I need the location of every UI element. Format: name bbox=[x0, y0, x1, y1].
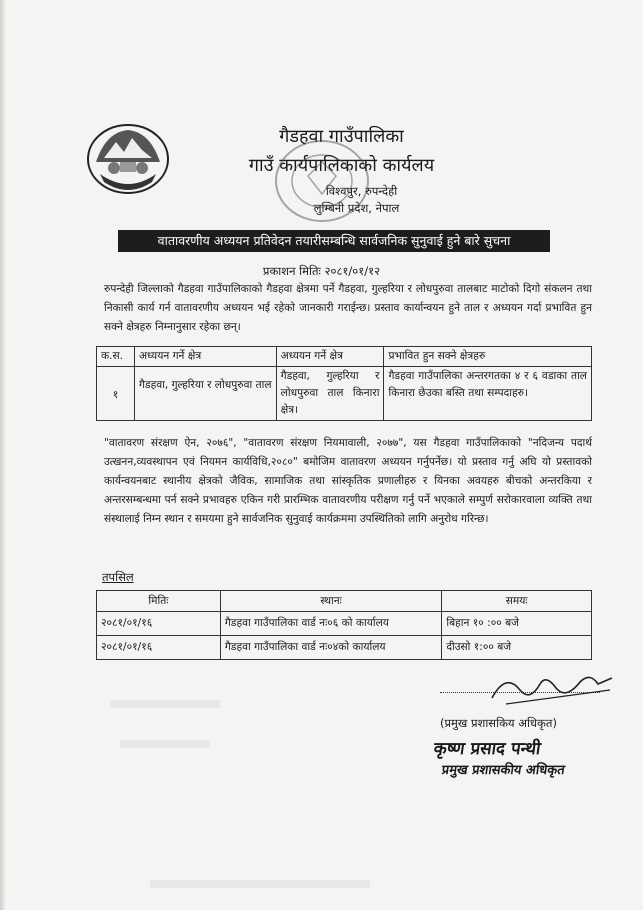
cell-date: २०८१/०१/१६ bbox=[97, 612, 221, 636]
table-row bbox=[97, 636, 592, 660]
details-heading: तपसिल bbox=[102, 570, 134, 584]
notice-title-bar: वातावरणीय अध्ययन प्रतिवेदन तयारीसम्बन्धि सार्वजनिक सुनुवाई हुने बारे सुचना bbox=[118, 230, 550, 252]
col-header-place: स्थानः bbox=[220, 591, 442, 612]
signatory-title: (प्रमुख प्रशासकिय अधिकृत) bbox=[440, 716, 557, 730]
office-location: विश्वपुर, रुपन्देही bbox=[325, 184, 398, 198]
legal-paragraph: "वातावरण संरक्षण ऐन, २०७६", "वातावरण संरक्षण नियमावाली, २०७७", यस गैडहवा गाउँपालिकाको "नदिजन्य पदार्थ उत्खनन,व्यवस्थापन एवं नियमन कार्यविधि,२०८०" बमोजिम वातावरण अध्ययन गर्नुपर्नेछ। यो प्रस्ताव गर्नु अघि यो प्रस्तावको कार्यन्वयनबाट स्थानीय क्षेत्रको जैविक, सामाजिक तथा सांस्कृतिक प्रणालीहरु र यिनका अवयहरु बीचको अन्तरकिया र अन्तरसम्बन्धमा पर्न सक्ने प्रभावहरु एकिन गरी प्रारम्भिक वातावरणीय परीक्षण गर्नु पर्ने भएकाले सम्पुर्ण सरोकारवाला व्यक्ति तथा संस्थालाई निम्न स्थान र समयमा हुने सार्वजनिक सुनुवाई कार्यक्रममा उपस्थितिको लागि अनुरोध गरिन्छ। bbox=[104, 437, 592, 525]
handwritten-signature-icon bbox=[486, 668, 616, 708]
signatory-name: कृष्ण प्रसाद पन्थी bbox=[432, 739, 542, 759]
cell-time: दीउसो १:०० बजे bbox=[442, 636, 592, 660]
bleed-through-mark bbox=[150, 880, 370, 888]
col-header-study-area: अध्ययन गर्ने क्षेत्र bbox=[134, 347, 276, 367]
col-header-sn: क.स. bbox=[97, 347, 135, 367]
cell-time: बिहान १० :०० बजे bbox=[442, 612, 592, 636]
cell-sn: १ bbox=[97, 367, 135, 421]
cell-area2: गैडहवा, गुल्हरिया र लोधपुरुवा ताल किनारा क्षेत्र। bbox=[276, 367, 384, 421]
cell-date: २०८१/०१/१६ bbox=[97, 636, 221, 660]
hearing-schedule-table bbox=[96, 590, 592, 660]
signatory-role: प्रमुख प्रशासकीय अधिकृत bbox=[440, 763, 566, 778]
col-header-date: मितिः bbox=[97, 591, 221, 612]
study-area-table bbox=[96, 346, 592, 421]
table-header-row bbox=[97, 347, 592, 367]
office-province: लुम्बिनी प्रदेश, नेपाल bbox=[313, 201, 400, 215]
bleed-through-mark bbox=[110, 700, 220, 708]
col-header-affected-areas: प्रभावित हुन सक्ने क्षेत्रहरु bbox=[384, 347, 592, 367]
cell-place: गैडहवा गाउँपालिका वार्ड नः०४को कार्यालय bbox=[220, 636, 442, 660]
municipality-name: गैडहवा गाउँपालिका bbox=[279, 126, 404, 147]
cell-area1: गैडहवा, गुल्हरिया र लोधपुरुवा ताल bbox=[134, 367, 276, 421]
office-name: गाउँ कार्यपालिकाको कार्यलय bbox=[248, 155, 435, 176]
col-header-time: समयः bbox=[442, 591, 592, 612]
table-header-row bbox=[97, 591, 592, 612]
office-stamp-icon bbox=[272, 136, 372, 226]
bleed-through-mark bbox=[120, 740, 210, 748]
intro-paragraph: रुपन्देही जिल्लाको गैडहवा गाउँपालिकाको गैडहवा क्षेत्रमा पर्ने गैडहवा, गुल्हरिया र लोधपुरुवा तालबाट माटोको दिगो संकलन तथा निकासी कार्य गर्न वातावरणीय अध्ययन भई रहेको जानकारी गराईन्छ। प्रस्ताव कार्यान्वयन हुने ताल र अध्ययन गर्दा प्रभावित हुन सक्ने क्षेत्रहरु निम्नानुसार रहेका छन्। bbox=[104, 283, 592, 333]
cell-affected: गैडहवा गाउँपालिका अन्तरगतका ४ र ६ वडाका ताल किनारा छेउका बस्ति तथा सम्पदाहरु। bbox=[384, 367, 592, 421]
col-header-study-area-2: अध्ययन गर्ने क्षेत्र bbox=[276, 347, 384, 367]
table-row bbox=[97, 612, 592, 636]
publication-date: प्रकाशन मितिः २०८१/०१/१२ bbox=[262, 264, 381, 278]
table-row bbox=[97, 367, 592, 421]
cell-place: गैडहवा गाउँपालिका वार्ड नः०६ को कार्यालय bbox=[220, 612, 442, 636]
